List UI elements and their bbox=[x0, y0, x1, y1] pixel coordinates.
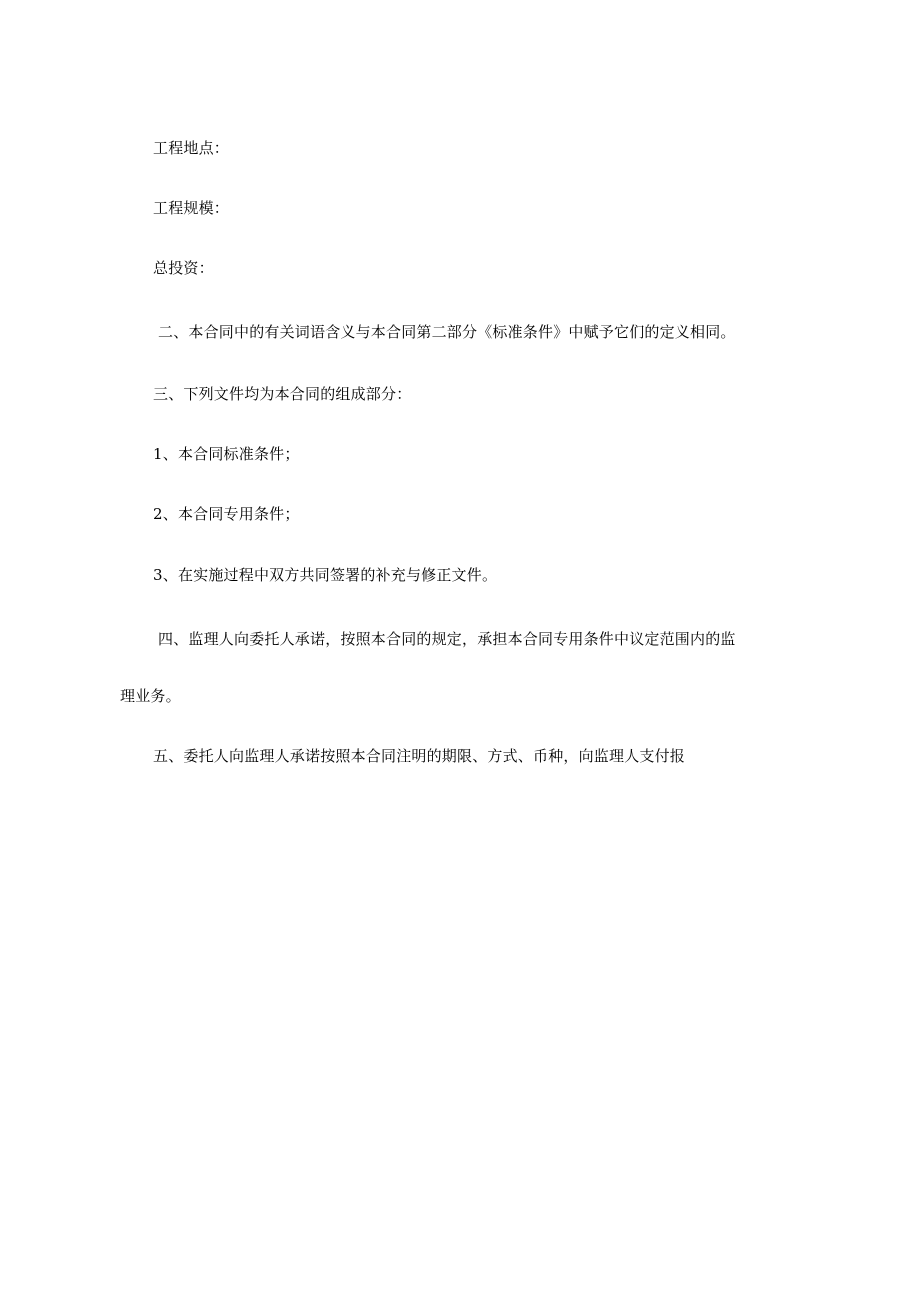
clause-four-paragraph: 四、监理人向委托人承诺，按照本合同的规定，承担本合同专用条件中议定范围内的监 bbox=[158, 630, 736, 648]
total-investment-line: 总投资： bbox=[153, 259, 214, 277]
clause-four-continuation: 理业务。 bbox=[120, 687, 181, 705]
list-item-standard-conditions: 1、本合同标准条件； bbox=[153, 445, 300, 463]
list-item-supplement-documents: 3、在实施过程中双方共同签署的补充与修正文件。 bbox=[153, 566, 498, 584]
project-scale-line: 工程规模： bbox=[153, 199, 230, 217]
clause-five-paragraph: 五、委托人向监理人承诺按照本合同注明的期限、方式、币种，向监理人支付报 bbox=[153, 747, 686, 765]
project-location-line: 工程地点： bbox=[153, 139, 230, 157]
clause-two-paragraph: 二、本合同中的有关词语含义与本合同第二部分《标准条件》中赋予它们的定义相同。 bbox=[158, 323, 736, 341]
list-item-special-conditions: 2、本合同专用条件； bbox=[153, 505, 300, 523]
clause-three-paragraph: 三、下列文件均为本合同的组成部分： bbox=[153, 385, 412, 403]
